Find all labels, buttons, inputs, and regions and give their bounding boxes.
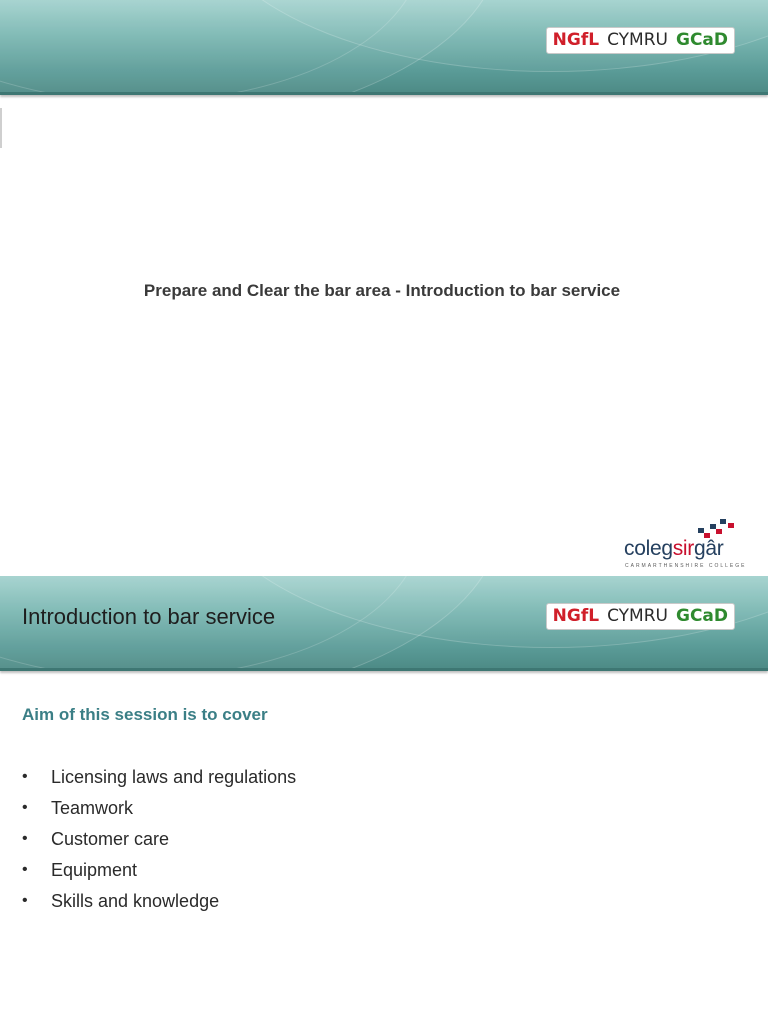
ngfl-logo-text: NGfL	[552, 606, 600, 626]
bullet-marker: •	[22, 768, 28, 785]
slide-edge-mark	[0, 108, 2, 148]
bullet-marker: •	[22, 892, 28, 909]
bullet-marker: •	[22, 799, 28, 816]
bullet-marker: •	[22, 830, 28, 847]
ngfl-logo-text: GCaD	[675, 30, 728, 50]
logo-square	[728, 523, 734, 528]
list-item-text: Equipment	[51, 860, 138, 880]
list-item-text: Skills and knowledge	[51, 891, 220, 911]
slide-2	[0, 576, 768, 1024]
header-divider	[0, 668, 768, 671]
aim-heading: Aim of this session is to cover	[22, 705, 268, 724]
slide-header-band	[0, 0, 768, 95]
coleg-sir-gar-logo	[620, 517, 747, 572]
ngfl-logo-text: GCaD	[675, 606, 728, 626]
list-item	[22, 795, 296, 826]
ngfl-logo-text: CYMRU	[607, 30, 668, 50]
slide-title: Introduction to bar service	[22, 604, 276, 629]
logo-square	[716, 529, 722, 534]
college-logo-wordmark	[624, 537, 723, 561]
list-item	[22, 826, 296, 857]
ngfl-logo-text: NGfL	[552, 30, 600, 50]
logo-word-coleg: coleg	[624, 537, 673, 560]
list-item-text: Customer care	[51, 829, 170, 849]
logo-word-sir: sir	[672, 537, 694, 560]
logo-square	[720, 519, 726, 524]
list-item	[22, 764, 296, 795]
slide-header-band	[0, 576, 768, 671]
list-item-text: Teamwork	[51, 798, 134, 818]
ngfl-logo-text: CYMRU	[607, 606, 668, 626]
logo-word-gar: gâr	[693, 537, 724, 560]
slide-title: Prepare and Clear the bar area - Introduction to bar service	[143, 281, 621, 300]
list-item-text: Licensing laws and regulations	[51, 767, 297, 787]
ngfl-cymru-logo	[546, 603, 735, 630]
header-divider	[0, 92, 768, 95]
bullet-marker: •	[22, 861, 28, 878]
list-item	[22, 888, 296, 919]
college-logo-tagline: CARMARTHENSHIRE COLLEGE	[625, 563, 747, 569]
ngfl-cymru-logo	[546, 27, 735, 54]
list-item	[22, 857, 296, 888]
topic-list	[22, 764, 296, 919]
